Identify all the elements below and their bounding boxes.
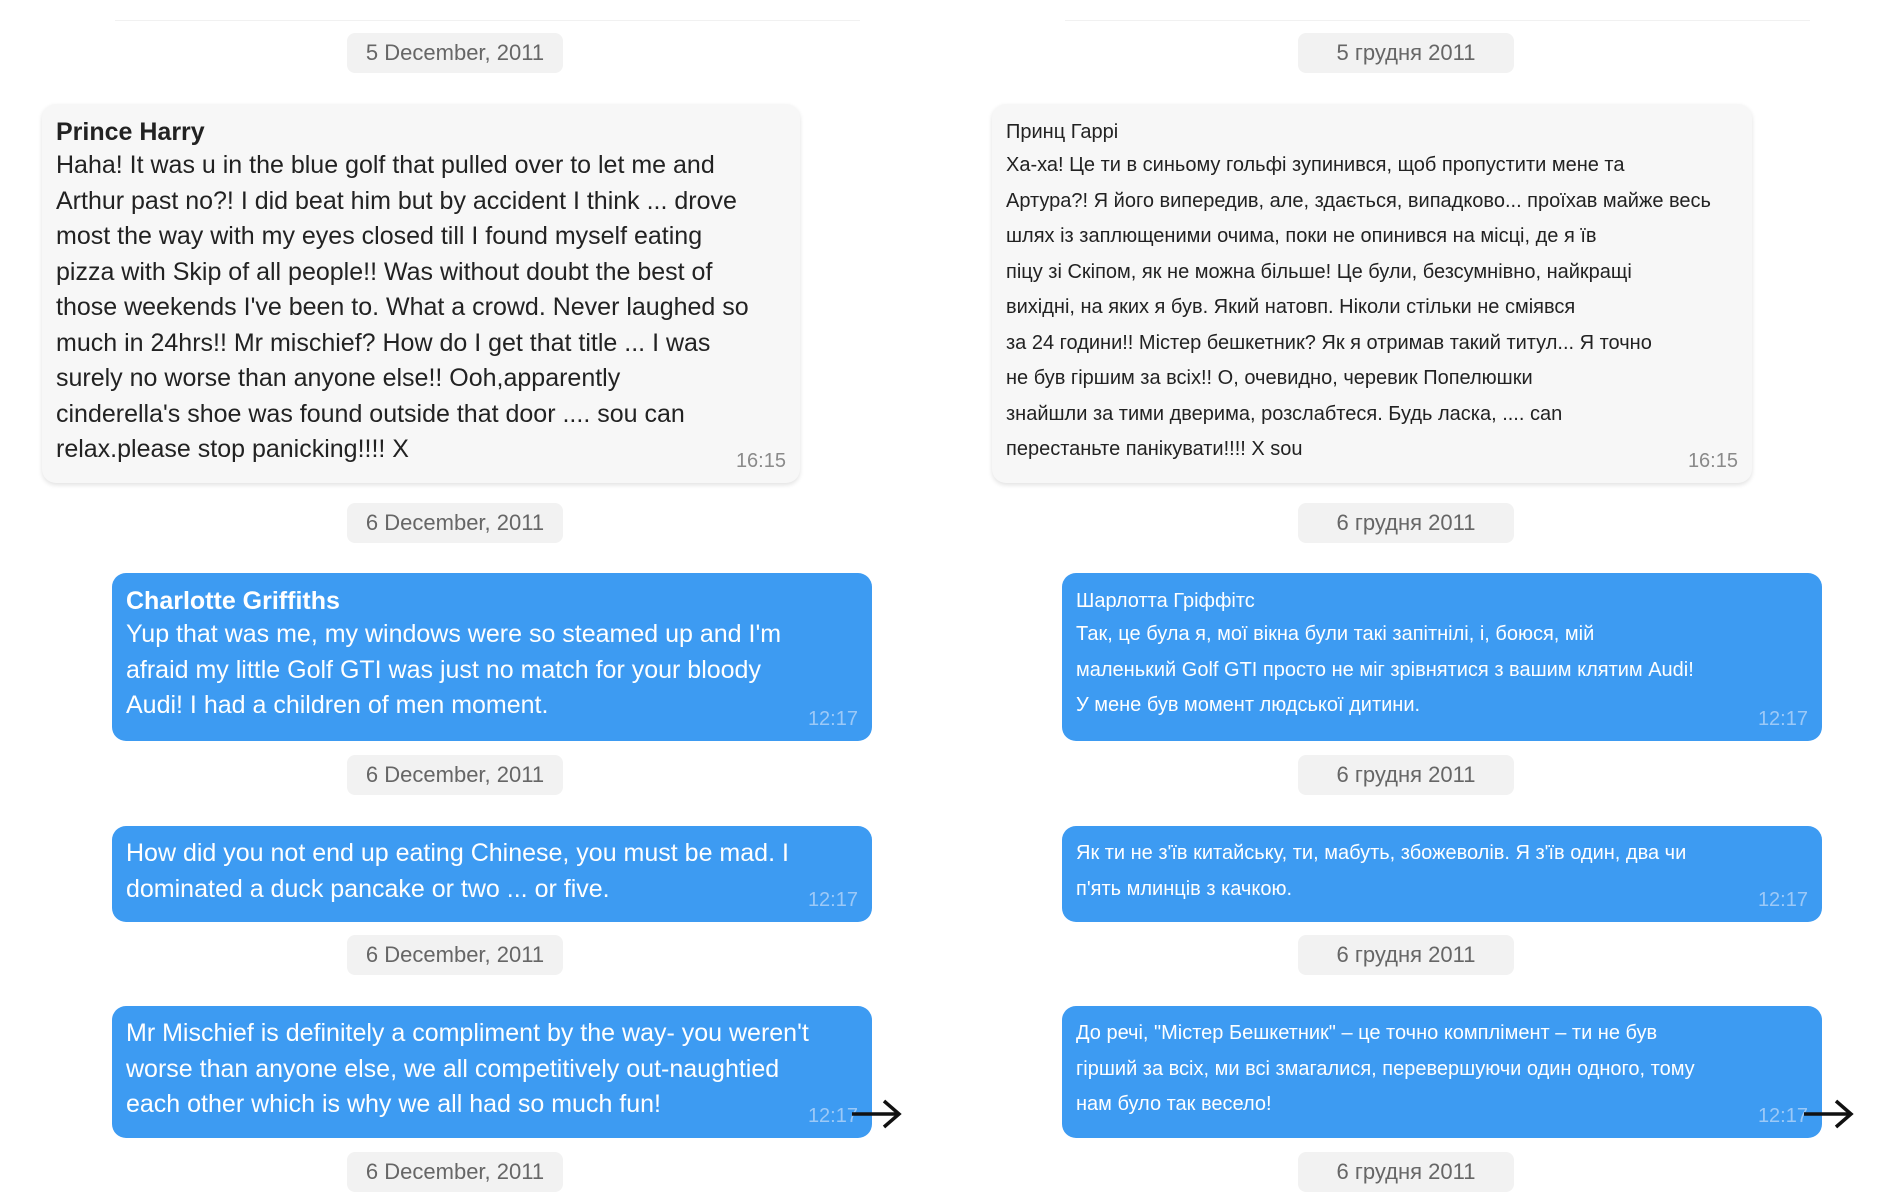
message-time: 12:17 <box>1757 708 1808 730</box>
message-time: 12:17 <box>807 1105 858 1127</box>
sender-name: Prince Harry <box>56 118 205 146</box>
message-time: 12:17 <box>1757 889 1808 911</box>
message-text: Так, це була я, мої вікна були такі запітнілі, і, боюся, мій маленький Golf GTI просто не міг зрівнятися з вашим клятим Audi! У мене був момент людської дитини. <box>1076 623 1694 716</box>
message-bubble-outgoing[interactable] <box>1062 1006 1822 1138</box>
message-time: 12:17 <box>807 708 858 730</box>
message-time: 12:17 <box>807 889 858 911</box>
date-separator: 6 грудня 2011 <box>1298 1152 1514 1192</box>
message-time: 12:17 <box>1757 1105 1808 1127</box>
message-time: 16:15 <box>735 450 786 472</box>
message-time: 16:15 <box>1687 450 1738 472</box>
message-text: How did you not end up eating Chinese, you must be mad. I dominated a duck pancake or two ... or five. <box>126 839 789 903</box>
message-text: Ха-ха! Це ти в синьому гольфі зупинився, щоб пропустити мене та Артура?! Я його випередив, але, здається, випадково... проїхав майже весь шлях із заплющеними очима, поки не опинився на місці, де я їв піцу зі Скіпом, як не можна більше! Це були, безсумнівно, найкращі вихідні, на яких я був. Який натовп. Ніколи стільки не сміявся за 24 години!! Містер бешкетник? Як я отримав такий титул... Я точно не був гіршим за всіх!! О, очевидно, черевик Попелюшки знайшли за тими дверима, розслабтеся. Будь ласка, .... can перестаньте панікувати!!!! X sou <box>1006 154 1711 460</box>
sender-name: Принц Гаррі <box>1006 121 1119 143</box>
date-separator: 6 December, 2011 <box>347 1152 563 1192</box>
date-separator: 5 December, 2011 <box>347 33 563 73</box>
date-separator: 6 грудня 2011 <box>1298 503 1514 543</box>
message-bubble-outgoing[interactable] <box>1062 573 1822 741</box>
date-separator: 6 December, 2011 <box>347 755 563 795</box>
date-separator: 5 грудня 2011 <box>1298 33 1514 73</box>
divider <box>115 20 860 21</box>
message-bubble-outgoing[interactable] <box>112 826 872 922</box>
message-text: Як ти не з'їв китайську, ти, мабуть, збожеволів. Я з'їв один, два чи п'ять млинців з качкою. <box>1076 842 1687 900</box>
message-bubble-incoming[interactable] <box>42 104 800 483</box>
message-bubble-outgoing[interactable] <box>112 573 872 741</box>
ukrainian-chat-column <box>950 0 1900 1200</box>
message-bubble-outgoing[interactable] <box>1062 826 1822 922</box>
message-text: До речі, "Містер Бешкетник" – це точно комплімент – ти не був гірший за всіх, ми всі змагалися, перевершуючи один одного, тому нам було так весело! <box>1076 1022 1695 1115</box>
arrow-right-icon <box>1802 1097 1856 1131</box>
date-separator: 6 грудня 2011 <box>1298 755 1514 795</box>
sender-name: Шарлотта Гріффітс <box>1076 590 1255 612</box>
date-separator: 6 грудня 2011 <box>1298 935 1514 975</box>
message-text: Haha! It was u in the blue golf that pulled over to let me and Arthur past no?! I did beat him but by accident I think ... drove most the way with my eyes closed till I found myself eating pizza with Skip of all people!! Was without doubt the best of those weekends I've been to. What a crowd. Never laughed so much in 24hrs!! Mr mischief? How do I get that title ... I was surely no worse than anyone else!! Ooh,apparently cinderella's shoe was found outside that door .... sou can relax.please stop panicking!!!! X <box>56 151 749 463</box>
message-bubble-outgoing[interactable] <box>112 1006 872 1138</box>
date-separator: 6 December, 2011 <box>347 935 563 975</box>
message-bubble-incoming[interactable] <box>992 104 1752 483</box>
arrow-right-icon <box>850 1097 904 1131</box>
sender-name: Charlotte Griffiths <box>126 587 340 615</box>
divider <box>1065 20 1810 21</box>
date-separator: 6 December, 2011 <box>347 503 563 543</box>
message-text: Yup that was me, my windows were so steamed up and I'm afraid my little Golf GTI was just no match for your bloody Audi! I had a children of men moment. <box>126 620 782 719</box>
message-text: Mr Mischief is definitely a compliment by the way- you weren't worse than anyone else, we all competitively out-naughtied each other which is why we all had so much fun! <box>126 1019 809 1118</box>
